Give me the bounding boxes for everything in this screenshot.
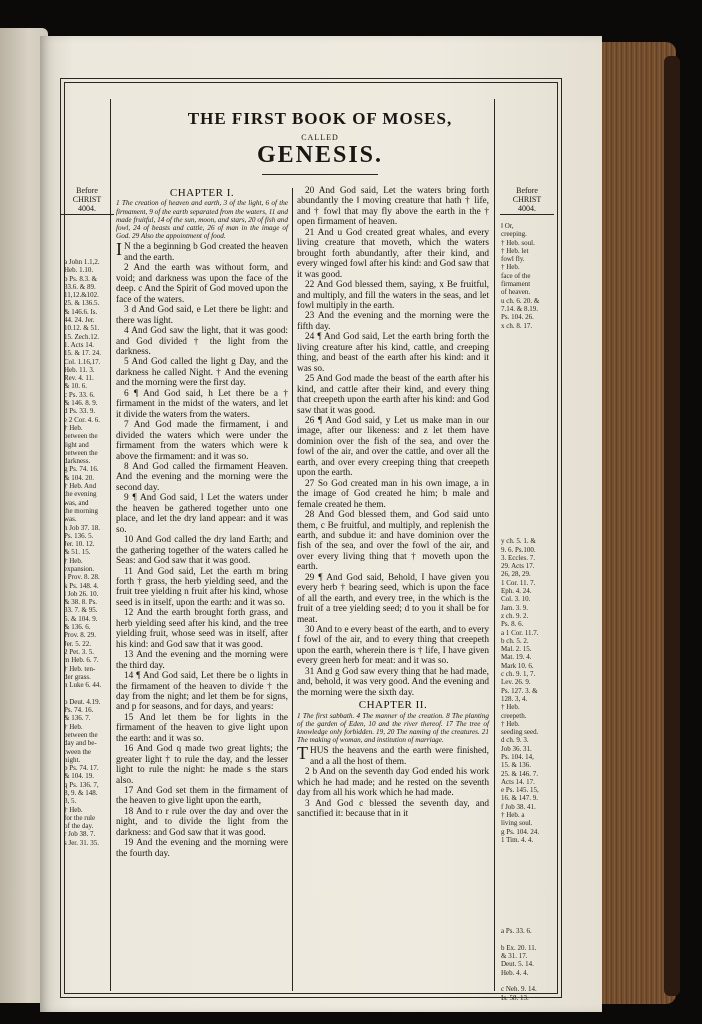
verse: 20 And God said, Let the waters bring forth abundantly the ‖ moving creature that hath † life, and † fowl that may fly above the earth in the † open firmament of heaven.: [297, 186, 489, 228]
ch2-verse-1: THUS the heavens and the earth were finished, and a all the host of them.: [297, 743, 489, 767]
verse: 7 And God made the firmament, i and divided the waters which were under the firmament from the waters which were k above the firmament: and it was so.: [116, 420, 288, 462]
verse: 23 And the evening and the morning were the fifth day.: [297, 311, 489, 332]
verse: 28 And God blessed them, and God said unto them, c Be fruitful, and multiply, and replenish the earth, and subdue it: and have dominion over the fish of the sea, and over the fowl of the air, and over every living thing that † moveth upon the earth.: [297, 510, 489, 573]
verse: 3 d And God said, e Let there be light: and there was light.: [116, 305, 288, 326]
chapter-2-summary: 1 The first sabbath. 4 The manner of the creation. 8 The planting of the garden of Eden, 10 and the river thereof. 17 The tree of knowledge only forbidden. 19, 20 The naming of the creatures. 21 The making of woman, and institution of marriage.: [297, 711, 489, 745]
verse: 15 And let them be for lights in the firmament of the heaven to give light upon the earth: and it was so.: [116, 712, 288, 744]
verse: 11 And God said, Let the earth m bring forth † grass, the herb yielding seed, and the fruit tree yielding n fruit after his kind, whose seed is in itself, upon the earth: and it was so.: [116, 566, 288, 608]
before-christ-left: Before CHRIST 4004.: [60, 186, 114, 215]
verse: 2 b And on the seventh day God ended his work which he had made; and he rested on the seventh day from all his work which he had made.: [297, 767, 489, 799]
verse: 9 ¶ And God said, l Let the waters under the heaven be gathered together unto one place, and let the dry land appear: and it was so.: [116, 493, 288, 535]
column-right: [297, 186, 489, 820]
book-title: THE FIRST BOOK OF MOSES,: [187, 109, 453, 128]
chapter-2-heading: CHAPTER II.: [358, 699, 428, 712]
left-margin-rule: [110, 99, 111, 991]
drop-cap: T: [297, 743, 308, 764]
verse: 26 ¶ And God said, y Let us make man in our image, after our likeness: and z let them have dominion over the fish of the sea, and over the fowl of the air, and over the cattle, and over all the earth, and over every creeping thing that creepeth upon the earth.: [297, 415, 489, 479]
verse: 25 And God made the beast of the earth after his kind, and cattle after their kind, and every thing that creepeth upon the earth after his kind: and God saw that it was good.: [297, 374, 489, 416]
center-column-rule: [292, 188, 293, 991]
chapter-1-heading: CHAPTER I.: [169, 187, 235, 199]
verse: 10 And God called the dry land Earth; and the gathering together of the waters called he Seas: and God saw that it was good.: [116, 535, 288, 567]
verse: 6 ¶ And God said, h Let there be a † firmament in the midst of the waters, and let it divide the waters from the waters.: [116, 388, 288, 420]
verse: 12 And the earth brought forth grass, and herb yielding seed after his kind, and the tree yielding fruit, whose seed was in itself, after his kind: and God saw that it was good.: [116, 608, 288, 650]
title-rule: [262, 174, 378, 175]
verse: 19 And the evening and the morning were the fourth day.: [116, 838, 288, 859]
verse: 22 And God blessed them, saying, x Be fruitful, and multiply, and fill the waters in the seas, and let fowl multiply in the earth.: [297, 280, 489, 311]
book-name: GENESIS.: [256, 142, 384, 168]
verse: 4 And God saw the light, that it was good: and God divided † the light from the darkness.: [116, 326, 288, 357]
left-margin-references: a John 1.1,2. Heb. 1.10. b Ps. 8.3. & 33.6. & 89. 11,12.&102. 25. & 136.5. & 146.6. Is. 44. 24. Jer. 10.12. & 51. 15. Zech.12. 1. Acts 14. 15. & 17. 24. Col. 1.16,17. Heb. 11. 3. Rev. 4. 11. & 10. 6. c Ps. 33. 6. & 146. 8. 9. d Ps. 33. 9. e 2 Cor. 4. 6. † Heb. between the light and between the darkness. g Ps. 74. 16. & 104. 20. † Heb. And the evening was, and the morning was. h Job 37. 18. Ps. 136. 5. Jer. 10. 12. & 51. 15. † Heb. expansion. i Prov. 8. 28. k Ps. 148. 4. l Job 26. 10. & 38. 8. Ps. 33. 7. & 95. 5. & 104. 9. & 136. 6. Prov. 8. 29. Jer. 5. 22. 2 Pet. 3. 5. m Heb. 6. 7. † Heb. ten- der grass. n Luke 6. 44. o Deut. 4.19. Ps. 74. 16. & 136. 7. † Heb. between the day and be- tween the night. p Ps. 74. 17. & 104. 19. q Ps. 136. 7, 8, 9. & 148. 3, 5. † Heb. for the rule of the day. r Job 38. 7. s Jer. 31. 35.: [64, 258, 102, 847]
verse: 13 And the evening and the morning were the third day.: [116, 650, 288, 671]
verse: 18 And to r rule over the day and over the night, and to divide the light from the darkness: and God saw that it was good.: [116, 806, 288, 838]
before-christ-right: Before CHRIST 4004.: [500, 186, 554, 215]
verse: 8 And God called the firmament Heaven. And the evening and the morning were the second day.: [116, 461, 288, 493]
right-margin-rule: [494, 99, 495, 991]
right-margin-references: ‖ Or, creeping. † Heb. soul. † Heb. let fowl fly. † Heb. face of the firmament of heaven. u ch. 6. 20. & 7.14. & 8.19. Ps. 104. 26. x ch. 8. 17. y ch. 5. 1. & 9. 6. Ps.100. 3. Eccles. 7. 29. Acts 17. 26, 28, 29. 1 Cor. 11. 7. Eph. 4. 24. Col. 3. 10. Jam. 3. 9. z ch. 9. 2. Ps. 8. 6. a 1 Cor. 11.7. b ch. 5. 2. Mal. 2. 15. Mat. 19. 4. Mark 10. 6. c ch. 9. 1, 7. Lev. 26. 9. Ps. 127. 3. & 128. 3, 4. † Heb. creepeth. † Heb. seeding seed. d ch. 9. 3. Job 36. 31. Ps. 104. 14, 15. & 136. 25. & 146. 7. Acts 14. 17. e Ps. 145. 15, 16. & 147. 9. f Job 38. 41. † Heb. a living soul. g Ps. 104. 24. 1 Tim. 4. 4. a Ps. 33. 6. b Ex. 20. 11. & 31. 17. Deut. 5. 14. Heb. 4. 4. c Neh. 9. 14. Is. 58. 13.: [501, 222, 540, 1002]
verse: 14 ¶ And God said, Let there be o lights in the firmament of the heaven to divide † the day from the night; and let them be for signs, and p for seasons, and for days, and years:: [116, 671, 288, 713]
verse: 17 And God set them in the firmament of the heaven to give light upon the earth,: [116, 786, 288, 807]
verse: 21 And u God created great whales, and every living creature that moveth, which the waters brought forth abundantly, after their kind, and every winged fowl after his kind: and God saw that it was good.: [297, 227, 489, 280]
chapter-1-summary: 1 The creation of heaven and earth, 3 of the light, 6 of the firmament, 9 of the earth separated from the waters, 11 and made fruitful, 14 of the sun, moon, and stars, 20 of fish and fowl, 24 of beasts and cattle, 26 of man in the image of God. 29 Also the appointment of food.: [116, 199, 288, 241]
verse: 3 And God c blessed the seventh day, and sanctified it: because that in it: [297, 798, 489, 820]
verse: 5 And God called the light g Day, and the darkness he called Night. † And the evening and the morning were the first day.: [116, 357, 288, 389]
bible-page: [40, 36, 602, 1012]
verse: 27 So God created man in his own image, a in the image of God created he him; b male and female created he them.: [297, 478, 489, 510]
verse: 29 ¶ And God said, Behold, I have given you every herb † bearing seed, which is upon the face of all the earth, and every tree, in the which is the fruit of a tree yielding seed; d to you it shall be for meat.: [297, 572, 489, 625]
column-left: [116, 186, 288, 859]
verse: 31 And g God saw every thing that he had made, and, behold, it was very good. And the evening and the morning were the sixth day.: [297, 666, 489, 698]
verse: 2 And the earth was without form, and void; and darkness was upon the face of the deep. c And the Spirit of God moved upon the face of the waters.: [116, 263, 288, 305]
book-cover-edge: [664, 56, 680, 996]
verse: 16 And God q made two great lights; the greater light † to rule the day, and the lesser light to rule the night: he made s the stars also.: [116, 744, 288, 786]
verse: 24 ¶ And God said, Let the earth bring forth the living creature after his kind, cattle, and creeping thing, and beast of the earth after his kind: and it was so.: [297, 332, 489, 374]
book-called: CALLED: [301, 133, 339, 142]
verse: 30 And to e every beast of the earth, and to every f fowl of the air, and to every thing that creepeth upon the earth, wherein there is † life, I have given every green herb for meat: and it was so.: [297, 625, 489, 667]
drop-cap: I: [116, 239, 122, 260]
verse-1: I N the a beginning b God created the heaven and the earth.: [116, 239, 288, 263]
